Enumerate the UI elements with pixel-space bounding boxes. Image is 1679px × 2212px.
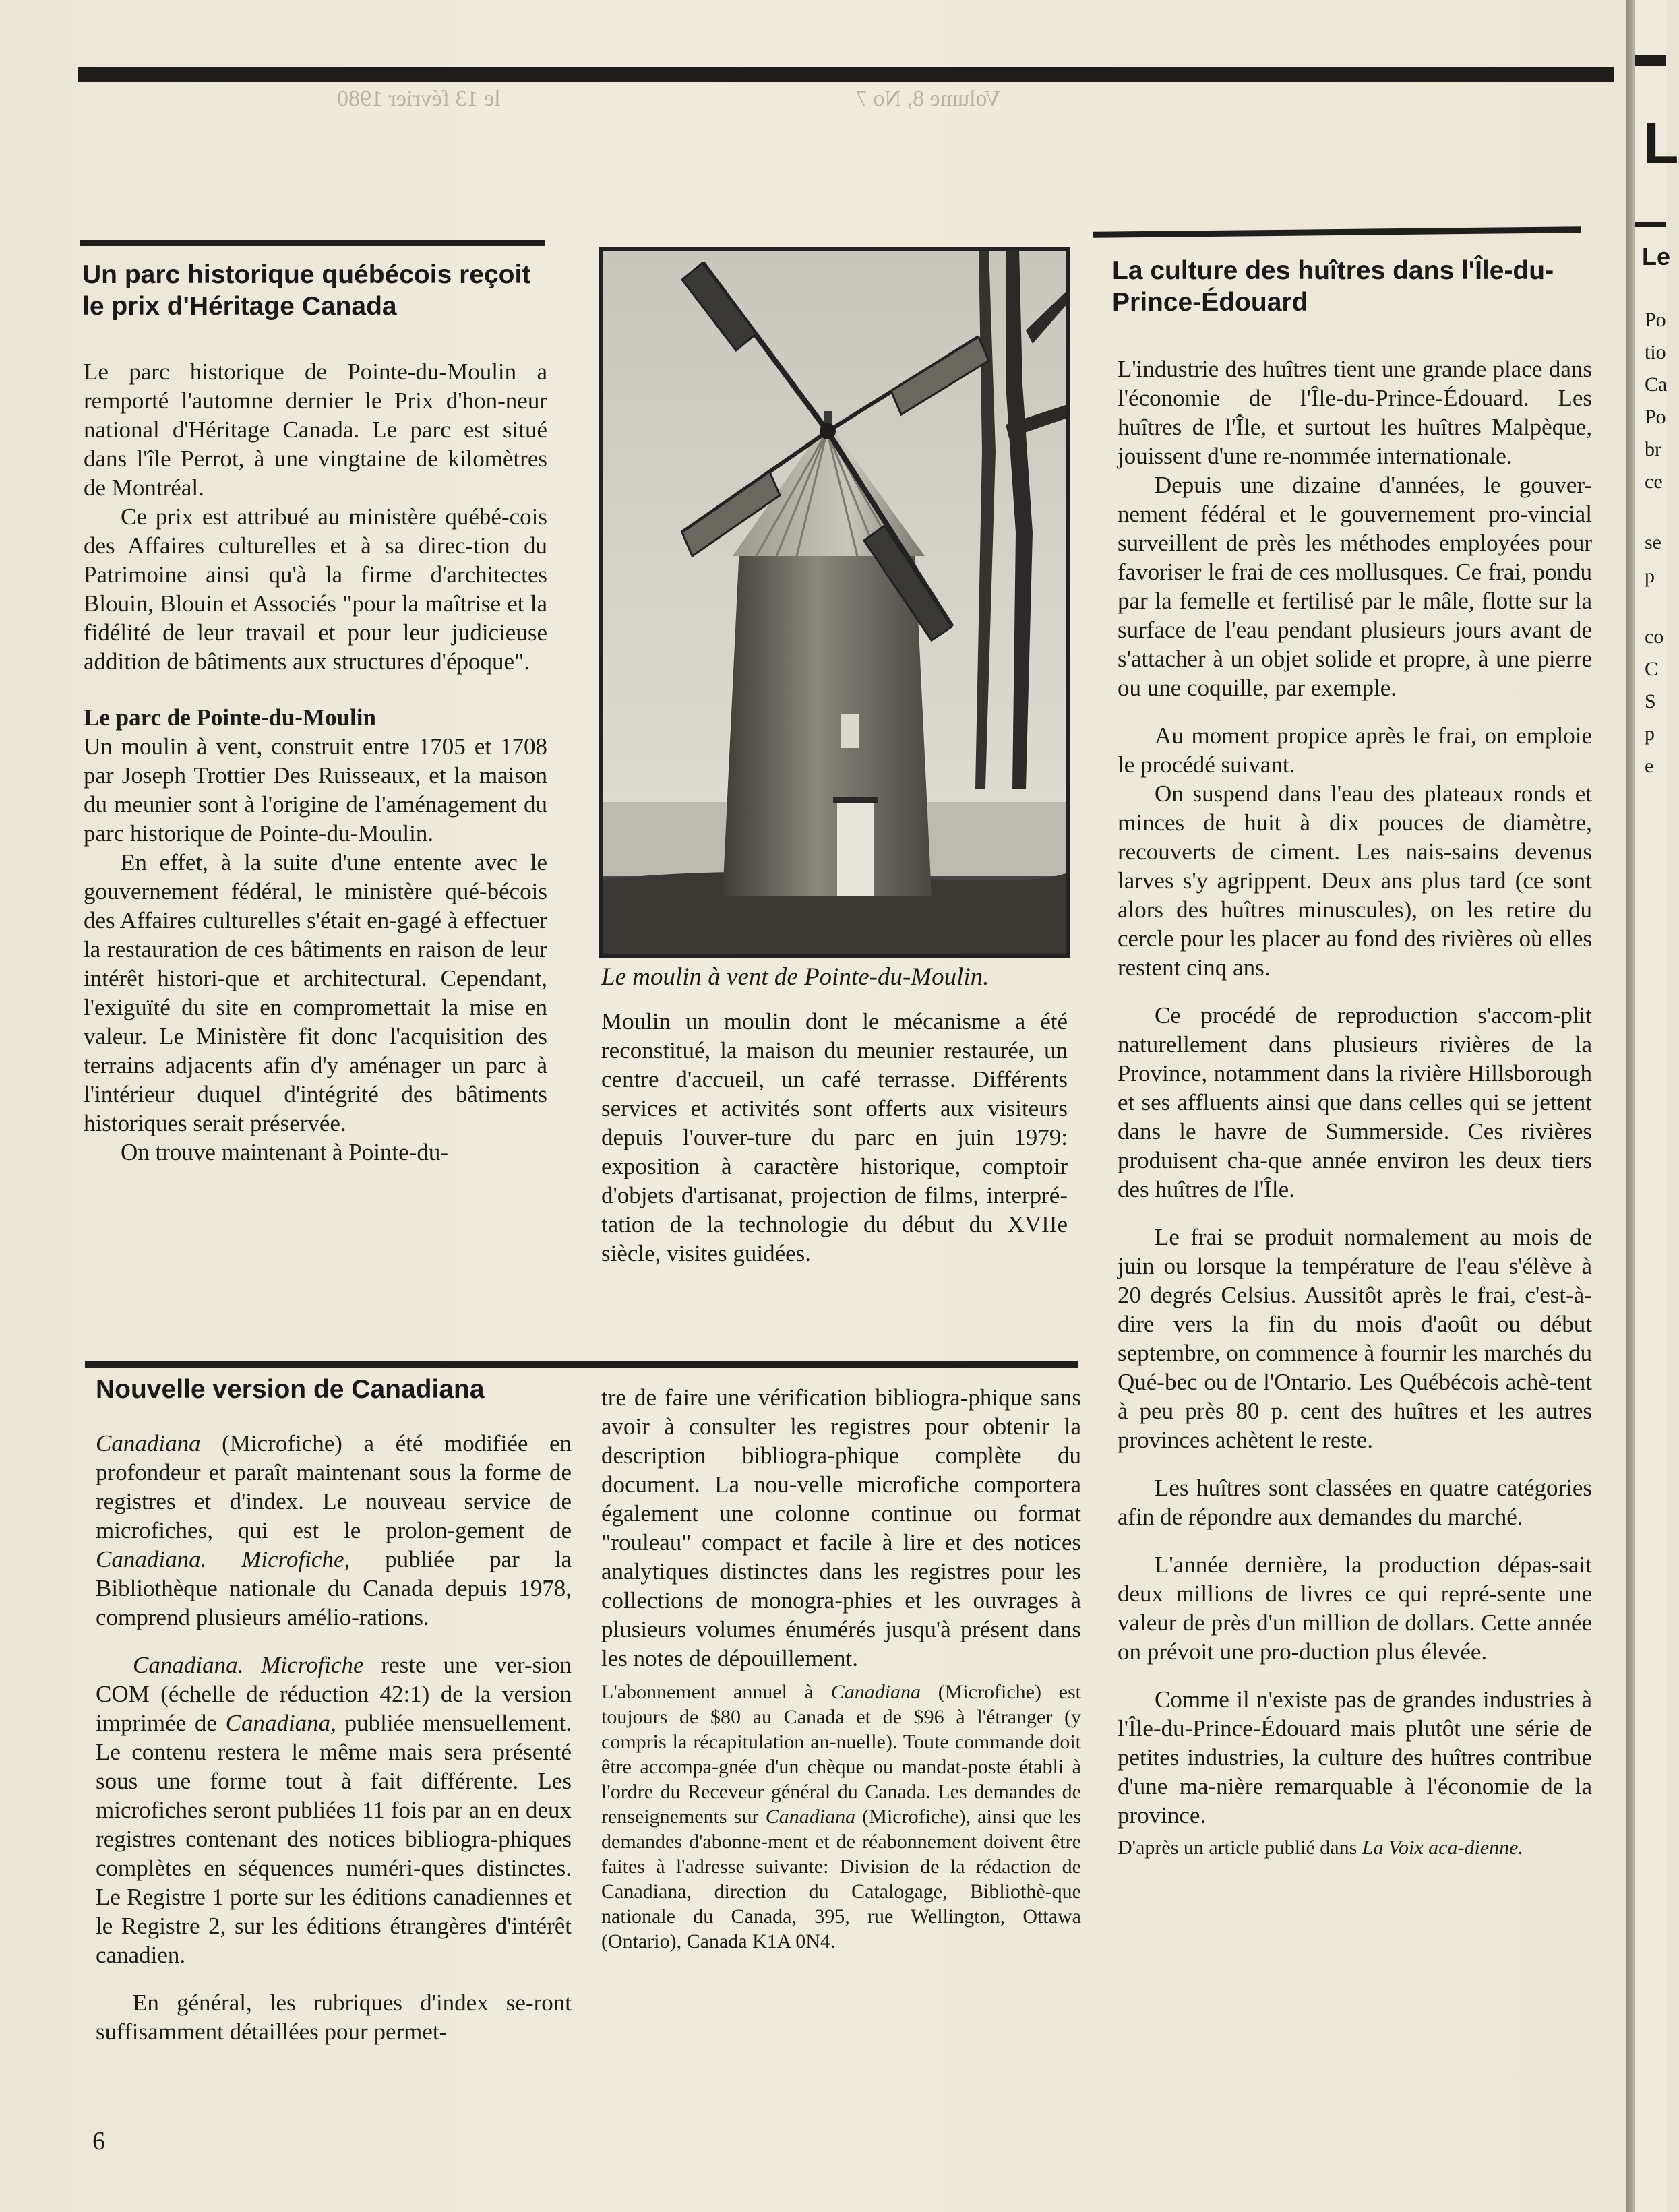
paragraph: Le frai se produit normalement au mois de juin ou lorsque la température de l'eau s'élève à 20 degrés Celsius. Aussitôt après le frai, c'est-à-dire vers la fin du mois d'août ou début septembre, on commence à fournir les marchés du Qué-bec ou de l'Ontario. Les Québécois achè-tent à peu près 80 p. cent des huîtres et les autres provinces achètent le reste. <box>1118 1224 1592 1453</box>
windmill-illustration <box>601 249 1068 956</box>
article-rule <box>80 240 545 246</box>
paragraph: On trouve maintenant à Pointe-du- <box>121 1139 448 1165</box>
text-fragment: S <box>1645 690 1656 712</box>
paragraph: Moulin un moulin dont le mécanisme a été reconstitué, la maison du meunier restaurée, un centre d'accueil, un café terrasse. Différents services et activités sont offerts aux visiteurs depuis l'ouver-ture du parc en juin 1979: exposition à caractère historique, comptoir d'objets d'artisanat, projection de films, interpré-tation de la technologie du début du XVIIe siècle, visites guidées. <box>601 1008 1068 1266</box>
text-fragment: ce <box>1645 470 1663 493</box>
text-fragment: C <box>1645 658 1659 680</box>
paragraph: L'année dernière, la production dépas-sait deux millions de livres ce qui repré-sente une valeur de près d'un million de dollars. Cette année on prévoit une pro-duction plus élevée. <box>1118 1552 1592 1665</box>
paragraph-text: reste une ver-sion COM (échelle de réduction 42:1) de la version imprimée de <box>96 1652 572 1736</box>
article-column <box>601 1007 1068 1268</box>
publication-name: Canadiana, <box>225 1710 336 1736</box>
adjacent-title: Le <box>1642 243 1671 270</box>
photo-caption: Le moulin à vent de Pointe-du-Moulin. <box>601 963 989 991</box>
windmill-photo <box>601 249 1068 956</box>
header-rule <box>1635 55 1666 66</box>
paragraph-text: publiée par la Bibliothèque nationale du Canada depuis 1978, comprend plusieurs amélio-rations. <box>96 1546 572 1630</box>
subheading: Le parc de Pointe-du-Moulin <box>84 704 376 731</box>
paragraph: L'industrie des huîtres tient une grande place dans l'économie de l'Île-du-Prince-Édouard. Les huîtres de l'Île, et surtout les huîtres Malpèque, jouissent d'une re-nommée internationale. <box>1118 356 1592 469</box>
article-rule <box>1635 222 1666 227</box>
header-bleed-text: le 13 février 1980 <box>337 86 501 111</box>
paragraph: Ce procédé de reproduction s'accom-plit naturellement dans plusieurs rivières de la Province, notamment dans la rivière Hillsborough et ses affluents ainsi que dans celles qui se jettent dans le havre de Summerside. Ces rivières produisent cha-que année environ les deux tiers des huîtres de l'Île. <box>1118 1002 1592 1202</box>
text-fragment: br <box>1645 438 1661 460</box>
article-column <box>96 1429 572 2046</box>
paragraph: Les huîtres sont classées en quatre catégories afin de répondre aux demandes du marché. <box>1118 1475 1592 1530</box>
paragraph: On suspend dans l'eau des plateaux ronds et minces de huit à dix pouces de diamètre, recouverts de ciment. Les nais-sains devenus larves s'y agrippent. Deux ans plus tard (ce sont alors des huîtres minuscules), on les retire du cercle pour les placer au fond des rivières où elles restent cinq ans. <box>1118 780 1592 981</box>
article-column <box>601 1383 1081 1954</box>
note-text: (Microfiche), ainsi que les demandes d'abonne-ment et de réabonnement doivent être faites à l'adresse suivante: Division de la rédaction de Canadiana, direction du Catalogage, Bibliothè-que nationale du Canada, 395, rue Wellington, Ottawa (Ontario), Canada K1A 0N4. <box>601 1806 1081 1953</box>
paragraph: Un moulin à vent, construit entre 1705 et 1708 par Joseph Trottier Des Ruisseaux, et la maison du meunier sont à l'origine de l'aménagement du parc historique de Pointe-du-Moulin. <box>84 733 547 847</box>
publication-name: Canadiana <box>96 1430 201 1456</box>
text-fragment: p <box>1645 565 1655 587</box>
adjacent-page-edge <box>1635 0 1679 2212</box>
article-column <box>1118 355 1592 1860</box>
publication-name: Canadiana <box>765 1806 856 1828</box>
text-fragment: Po <box>1645 309 1666 331</box>
paragraph: Au moment propice après le frai, on emploie le procédé suivant. <box>1118 723 1592 778</box>
credit-text: D'après un article publié dans <box>1118 1837 1362 1859</box>
publication-name: Canadiana <box>830 1681 921 1703</box>
article-column <box>84 357 547 1167</box>
paragraph: tre de faire une vérification bibliogra-phique sans avoir à consulter les registres pour obtenir la description bibliogra-phique complète du document. La nou-velle microfiche comportera également une colonne continue ou format "rouleau" compact et facile à lire et des notices analytiques distinctes dans les registres pour les collections de monogra-phies et les ouvrages à plusieurs volumes énumérés jusqu'à présent dans les notes de dépouillement. <box>601 1384 1081 1671</box>
paragraph: Depuis une dizaine d'années, le gouver-nement fédéral et le gouvernement pro-vincial surveillent de près les méthodes employées pour favoriser le frai de ces mollusques. Ce frai, pondu par la femelle et fertilisé par le mâle, flotte sur la surface de l'eau pendant plusieurs jours avant de s'attacher à un objet solide et propre, à une pierre ou une coquille, par exemple. <box>1118 472 1592 701</box>
page-number: 6 <box>92 2127 105 2155</box>
header-rule <box>78 67 1614 82</box>
article-title: La culture des huîtres dans l'Île-du-Prince-Édouard <box>1112 256 1554 317</box>
paragraph <box>96 1429 572 1632</box>
text-fragment: p <box>1645 723 1655 745</box>
paragraph: Le parc historique de Pointe-du-Moulin a remporté l'automne dernier le Prix d'hon-neur national d'Héritage Canada. Le parc est situé dans l'île Perrot, à une vingtaine de kilomètres de Montréal. <box>84 359 547 501</box>
text-fragment: co <box>1645 625 1664 648</box>
text-fragment: Ca <box>1645 373 1668 396</box>
paragraph: Ce prix est attribué au ministère québé-cois des Affaires culturelles et à sa direc-tion du Patrimoine ainsi qu'à la firme d'architectes Blouin, Blouin et Associés "pour la maîtrise et la fidélité de leur travail et pour leur judicieuse addition de bâtiments aux structures d'époque". <box>84 503 547 675</box>
page-gutter <box>1626 0 1635 2212</box>
text-fragment: Po <box>1645 406 1666 428</box>
publication-name: La Voix aca-dienne. <box>1362 1837 1523 1859</box>
article-title: Un parc historique québécois reçoit le prix d'Héritage Canada <box>82 260 531 321</box>
article-rule <box>85 1361 1078 1368</box>
text-fragment: tio <box>1645 341 1666 363</box>
publication-name: Canadiana. Microfiche <box>133 1652 364 1678</box>
text-fragment: se <box>1645 531 1661 553</box>
paragraph <box>96 1651 572 1969</box>
adjacent-heading: L <box>1643 111 1679 176</box>
header-bleed-text: Volume 8, No 7 <box>856 86 1001 111</box>
note-text: (Microfiche) est toujours de $80 au Canada et de $96 à l'étranger (y compris la récapitulation an-nuelle). Toute commande doit être accompa-gnée d'un chèque ou mandat-poste établi à l'ordre du Receveur général du Canada. Les demandes de renseignements sur <box>601 1681 1081 1828</box>
article-title: Nouvelle version de Canadiana <box>96 1375 485 1404</box>
subscription-note <box>601 1680 1081 1954</box>
text-fragment: e <box>1645 755 1654 777</box>
note-text: L'abonnement annuel à <box>601 1681 831 1703</box>
paragraph: Comme il n'existe pas de grandes industries à l'Île-du-Prince-Édouard mais plutôt une série de petites industries, la culture des huîtres contribue d'une ma-nière remarquable à l'économie de la province. <box>1118 1686 1592 1829</box>
paragraph: En général, les rubriques d'index se-ront suffisamment détaillées pour permet- <box>96 1990 572 2045</box>
publication-name: Canadiana. Microfiche, <box>96 1546 350 1572</box>
paragraph-text: publiée mensuellement. Le contenu restera le même mais sera présenté sous une forme tout à fait différente. Les microfiches seront publiées 11 fois par an en deux registres contenant des notices bibliogra-phiques complètes en séquences numéri-ques distinctes. Le Registre 1 porte sur les éditions canadiennes et le Registre 2, sur les éditions étrangères d'intérêt canadien. <box>96 1710 572 1968</box>
article-rule <box>1093 226 1581 238</box>
paragraph-text: (Microfiche) a été modifiée en profondeur et paraît maintenant sous la forme de registres et d'index. Le nouveau service de microfiches, qui est le prolon-gement de <box>96 1430 572 1543</box>
source-credit <box>1118 1835 1592 1860</box>
paragraph: En effet, à la suite d'une entente avec le gouvernement fédéral, le ministère qué-bécois des Affaires culturelles s'était en-gagé à effectuer la restauration de ces bâtiments en raison de leur intérêt histori-que et architectural. Cependant, l'exiguïté du site en compromettait la mise en valeur. Le Ministère fit donc l'acquisition des terrains adjacents afin d'y aménager un parc à l'intérieur duquel d'intégrité des bâtiments historiques serait préservée. <box>84 849 547 1136</box>
